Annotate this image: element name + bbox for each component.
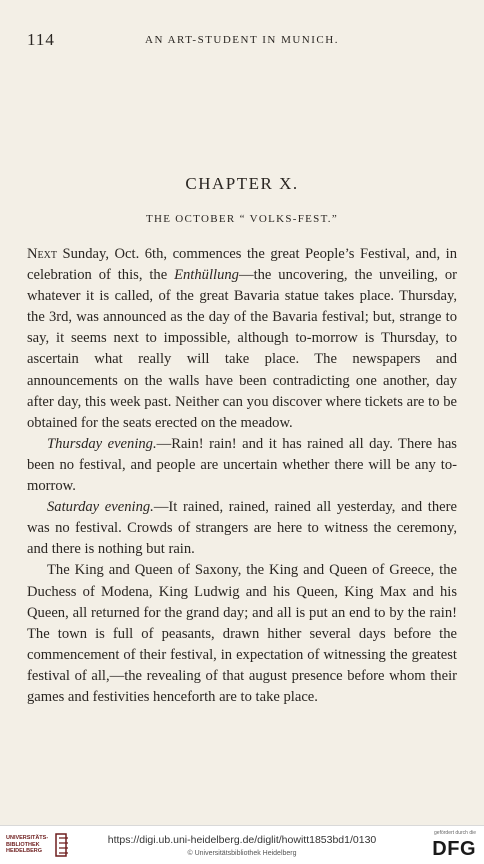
copyright-notice: © Universitätsbibliothek Heidelberg — [187, 850, 297, 857]
entry-heading-thursday: Thursday evening. — [47, 435, 157, 452]
paragraph-2-text: —Rain! rain! and it has rained all day. There has been no festival, and people are uncertain whether there will be any to-morrow. — [27, 435, 457, 495]
paragraph-4 — [27, 560, 457, 708]
dfg-caption: gefördert durch die — [434, 830, 476, 836]
library-name: UNIVERSITÄTS-BIBLIOTHEK HEIDELBERG — [6, 835, 49, 854]
paragraph-2 — [27, 434, 457, 497]
body-text — [27, 244, 457, 708]
source-url-link[interactable]: https://digi.ub.uni-heidelberg.de/diglit/howitt1853bd1/0130 — [107, 834, 377, 846]
paragraph-3 — [27, 497, 457, 560]
dfg-wordmark: DFG — [432, 838, 476, 860]
paragraph-1-rest: —the uncovering, the unveiling, or whatever it is called, of the great Bavaria statue takes place. Thursday, the 3rd, was announced as the day of the Bavaria festival; but, strange to say, it seems next to impossible, although to-morrow is Thursday, to ascertain what really will take place. The newspapers and announcements on the walls have been contradicting one another, day after day, this week past. Neither can you discover where tickets are to be obtained for the seats erected on the meadow. — [27, 267, 457, 431]
paragraph-1 — [27, 244, 457, 434]
lead-word: Next — [27, 246, 57, 262]
italic-term: Enthüllung — [174, 267, 239, 284]
paragraph-3-text: —It rained, rained, rained all yesterday, and there was no festival. Crowds of strangers are here to witness the ceremony, and there is nothing but rain. — [27, 499, 457, 558]
dfg-logo — [414, 828, 476, 862]
running-title: AN ART-STUDENT IN MUNICH. — [145, 34, 339, 46]
running-head — [27, 30, 457, 52]
digitization-footer — [0, 825, 484, 864]
chapter-subtitle: THE OCTOBER “ VOLKS-FEST.” — [145, 213, 339, 225]
entry-heading-saturday: Saturday evening. — [47, 499, 154, 516]
chapter-title: CHAPTER X. — [185, 174, 299, 193]
paragraph-4-text: The King and Queen of Saxony, the King and Queen of Greece, the Duchess of Modena, King Ludwig and his Queen, King Max and his Queen, all returned for the grand day; and all is put an end to by the rain! The town is full of peasants, drawn hither several days before the commencement of their festival, in expectation of witnessing the greatest festival of all,—the revealing of that august presence before whom their games and festivities henceforth are to take place. — [27, 562, 457, 705]
page-number: 114 — [27, 30, 55, 49]
paragraph-1-text: Sunday, Oct. 6th, commences the great People’s Festival, and, in celebration of this, the — [27, 246, 457, 284]
